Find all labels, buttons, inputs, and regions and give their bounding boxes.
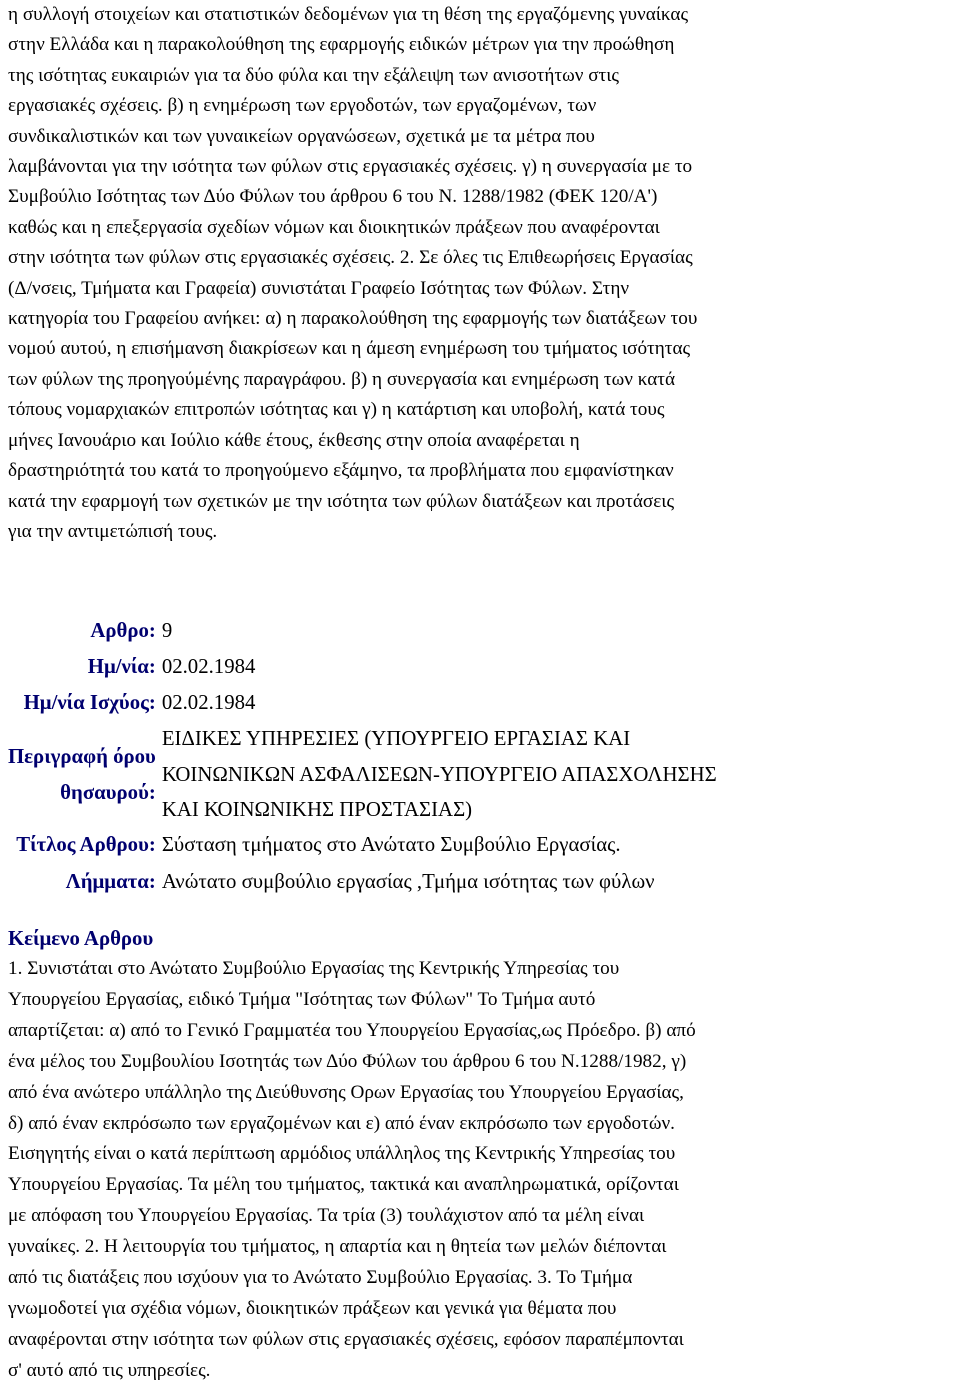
article-body-paragraph: 1. Συνιστάται στο Ανώτατο Συμβούλιο Εργασίας της Κεντρικής Υπηρεσίας του Υπουργείου Εργασίας, ειδικό Τμήμα "Ισότητας των Φύλων" Το Τμήμα αυτό απαρτίζεται: α) από το Γενικό Γραμματέα του Υπουργείου Εργασίας,ως Πρόεδρο. β) από ένα μέλος του Συμβουλίου Ισοτητάς των Δύο Φύλων του άρθρου 6 του Ν.1288/1982, γ) από ένα ανώτερο υπάλληλο της Διεύθυνσης Ορων Εργασίας του Υπουργείου Εργασίας, δ) από έναν εκπρόσωπο των εργαζομένων και ε) από έναν εκπρόσωπο των εργοδοτών. Εισηγητής είναι ο κατά περίπτωση αρμόδιος υπάλληλος της Κεντρικής Υπηρεσίας του Υπουργείου Εργασίας. Τα μέλη του τμήματος, τακτικά και αναπληρωματικά, ορίζονται με απόφαση του Υπουργείου Εργασίας. Τα τρία (3) τουλάχιστον από τα μέλη είναι γυναίκες. 2. Η λειτουργία του τμήματος, η απαρτία και η θητεία των μελών διέπονται από τις διατάξεις που ισχύουν για το Ανώτατο Συμβούλιο Εργασίας. 3. Το Τμήμα γνωμοδοτεί για σχέδια νόμων, διοικητικών πράξεων και γενικά για θέματα που αναφέρονται στην ισότητα των φύλων στις εργασιακές σχέσεις, εφόσον παραπέμπονται σ' αυτό από τις υπηρεσίες. — [8, 958, 696, 1381]
article-date-label: Ημ/νία: — [87, 655, 156, 678]
article-date-row — [8, 649, 717, 685]
article-text-heading: Κείμενο Αρθρου — [8, 927, 154, 950]
article-title-label: Τίτλος Αρθρου: — [16, 833, 156, 856]
article-metadata-table — [8, 612, 717, 902]
article-number-row — [8, 612, 717, 649]
lemmas-value: Ανώτατο συμβούλιο εργασίας ,Τμήμα ισότητας των φύλων — [161, 870, 655, 893]
intro-paragraph: η συλλογή στοιχείων και στατιστικών δεδομένων για τη θέση της εργαζόμενης γυναίκας στην Ελλάδα και η παρακολούθηση της εφαρμογής ειδικών μέτρων για την προώθηση της ισότητας ευκαιριών για τα δύο φύλα και την εξάλειψη των ανισοτήτων στις εργασιακές σχέσεις. β) η ενημέρωση των εργοδοτών, των εργαζομένων, των συνδικαλιστικών και των γυναικείων οργανώσεων, σχετικά με τα μέτρα που λαμβάνονται για την ισότητα των φύλων στις εργασιακές σχέσεις. γ) η συνεργασία με το Συμβούλιο Ισότητας των Δύο Φύλων του άρθρου 6 του Ν. 1288/1982 (ΦΕΚ 120/Α') καθώς και η επεξεργασία σχεδίων νόμων και διοικητικών πράξεων που αναφέρονται στην ισότητα των φύλων στις εργασιακές σχέσεις. 2. Σε όλες τις Επιθεωρήσεις Εργασίας (Δ/νσεις, Τμήματα και Γραφεία) συνιστάται Γραφείο Ισότητας των Φύλων. Στην κατηγορία του Γραφείου ανήκει: α) η παρακολούθηση της εφαρμογής των διατάξεων του νομού αυτού, η επισήμανση διακρίσεων και η άμεση ενημέρωση του τμήματος ισότητας των φύλων της προηγούμένης παραγράφου. β) η συνεργασία και ενημέρωση των κατά τόπους νομαρχιακών επιτροπών ισότητας και γ) η κατάρτιση και υποβολή, κατά τους μήνες Ιανουάριο και Ιούλιο κάθε έτους, έκθεσης στην οποία αναφέρεται η δραστηριότητά του κατά το προηγούμενο εξάμηνο, τα προβλήματα που εμφανίστηκαν κατά την εφαρμογή των σχετικών με την ισότητα των φύλων διατάξεων και προτάσεις για την αντιμετώπισή τους. — [8, 4, 698, 542]
article-valid-date-label: Ημ/νία Ισχύος: — [23, 691, 156, 714]
article-valid-date-row — [8, 685, 717, 721]
lemmas-label: Λήμματα: — [65, 870, 156, 893]
thesaurus-description-value: ΕΙΔΙΚΕΣ ΥΠΗΡΕΣΙΕΣ (ΥΠΟΥΡΓΕΙΟ ΕΡΓΑΣΙΑΣ ΚΑΙ ΚΟΙΝΩΝΙΚΩΝ ΑΣΦΑΛΙΣΕΩΝ-ΥΠΟΥΡΓΕΙΟ ΑΠΑΣΧΟΛΗΣΗΣ ΚΑΙ ΚΟΙΝΩΝΙΚΗΣ ΠΡΟΣΤΑΣΙΑΣ) — [161, 727, 717, 822]
article-number-label: Αρθρο: — [90, 618, 156, 642]
article-title-row — [8, 828, 717, 862]
article-date-value: 02.02.1984 — [161, 655, 256, 678]
thesaurus-description-row — [8, 721, 717, 828]
article-title-value: Σύσταση τμήματος στο Ανώτατο Συμβούλιο Εργασίας. — [161, 833, 621, 856]
article-number-value: 9 — [161, 618, 173, 642]
article-valid-date-value: 02.02.1984 — [161, 691, 256, 714]
lemmas-row — [8, 862, 717, 902]
thesaurus-description-label: Περιγραφή όρου θησαυρού: — [8, 745, 156, 804]
